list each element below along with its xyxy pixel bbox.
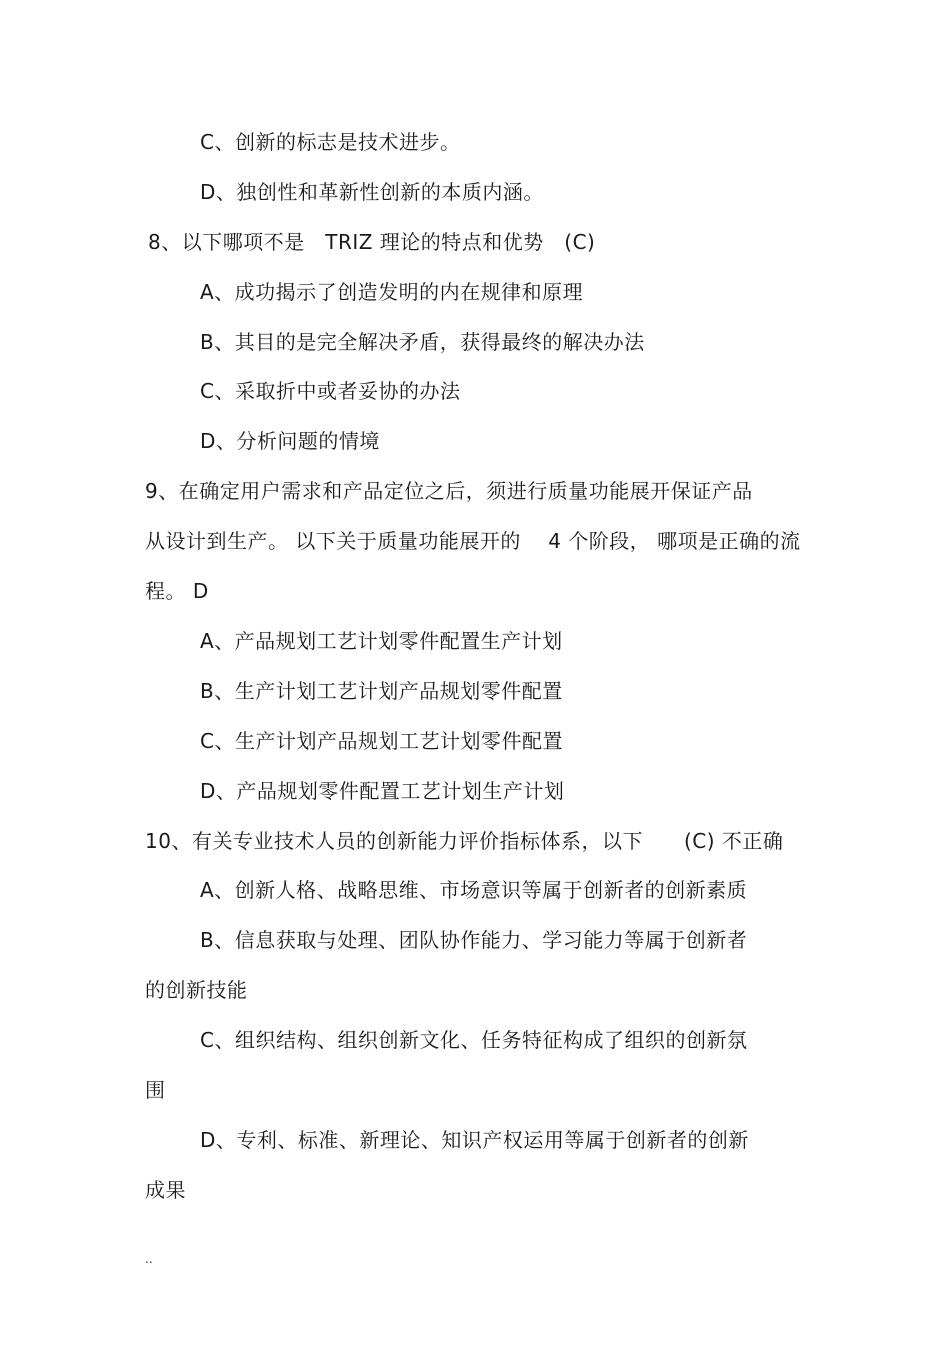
question-9-answer: 程。 D <box>145 579 209 603</box>
page-footer-mark: .. <box>145 1252 153 1266</box>
option-b-q9: B、生产计划工艺计划产品规划零件配置 <box>200 679 563 703</box>
option-c-q10-continued: 围 <box>145 1078 166 1102</box>
option-d-q10-continued: 成果 <box>145 1178 186 1202</box>
option-c-q8: C、采取折中或者妥协的办法 <box>200 379 461 403</box>
question-9-continued: 从设计到生产。 以下关于质量功能展开的 4 个阶段， 哪项是正确的流 <box>145 529 801 553</box>
option-d-q10: D、专利、标准、新理论、知识产权运用等属于创新者的创新 <box>200 1128 749 1152</box>
option-c-q9: C、生产计划产品规划工艺计划零件配置 <box>200 729 563 753</box>
option-b-q8: B、其目的是完全解决矛盾，获得最终的解决办法 <box>200 330 645 354</box>
option-b-q10: B、信息获取与处理、团队协作能力、学习能力等属于创新者 <box>200 928 748 952</box>
question-10: 10、有关专业技术人员的创新能力评价指标体系，以下 (C) 不正确 <box>145 829 784 853</box>
option-d-q7: D、独创性和革新性创新的本质内涵。 <box>200 180 544 204</box>
question-8: 8、以下哪项不是 TRIZ 理论的特点和优势 (C) <box>148 230 596 254</box>
option-a-q8: A、成功揭示了创造发明的内在规律和原理 <box>200 280 584 304</box>
option-b-q10-continued: 的创新技能 <box>145 978 248 1002</box>
question-9: 9、在确定用户需求和产品定位之后，须进行质量功能展开保证产品 <box>145 479 753 503</box>
option-c-q10: C、组织结构、组织创新文化、任务特征构成了组织的创新氛 <box>200 1028 748 1052</box>
option-a-q10: A、创新人格、战略思维、市场意识等属于创新者的创新素质 <box>200 878 748 902</box>
option-d-q8: D、分析问题的情境 <box>200 429 380 453</box>
option-c-q7: C、创新的标志是技术进步。 <box>200 130 461 154</box>
option-a-q9: A、产品规划工艺计划零件配置生产计划 <box>200 629 563 653</box>
option-d-q9: D、产品规划零件配置工艺计划生产计划 <box>200 779 565 803</box>
